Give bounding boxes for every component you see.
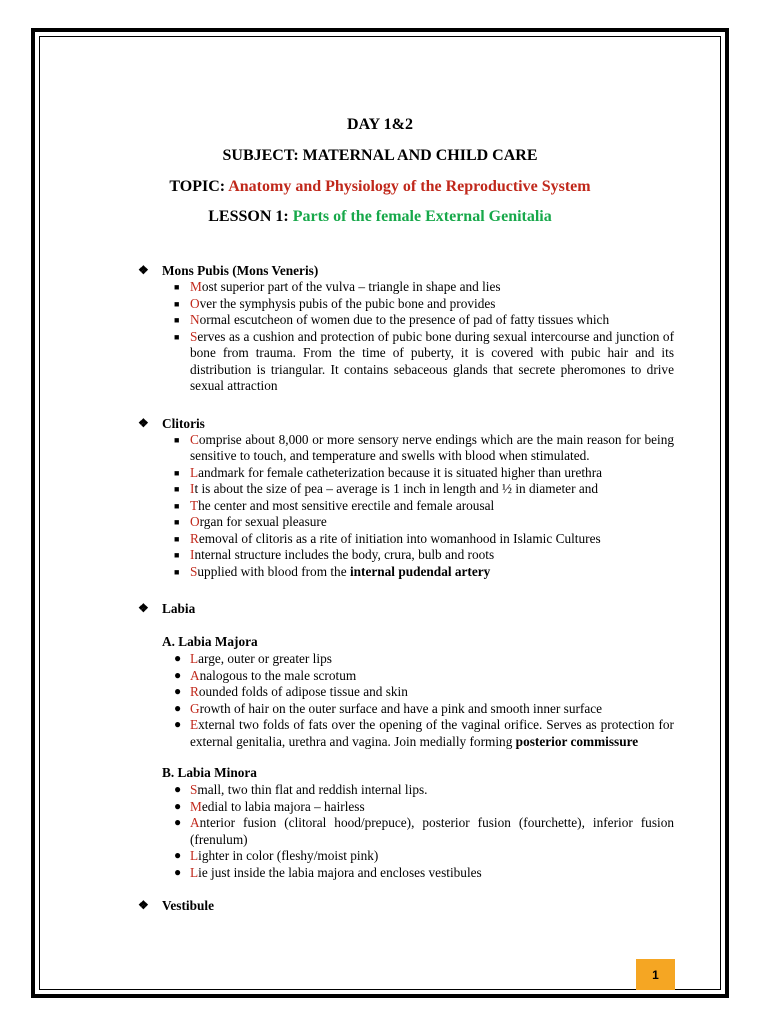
round-bullet-icon: ● xyxy=(174,815,182,829)
item-text: edial to labia majora – hairless xyxy=(201,798,365,814)
list-item xyxy=(174,328,674,395)
square-bullet-icon: ■ xyxy=(174,298,180,309)
item-initial: R xyxy=(190,684,199,699)
item-initial: T xyxy=(190,497,199,513)
square-bullet-icon: ■ xyxy=(174,533,180,544)
square-bullet-icon: ■ xyxy=(174,517,180,527)
round-bullet-icon: ● xyxy=(174,864,182,879)
topic-value: Anatomy and Physiology of the Reproductive System xyxy=(228,178,591,195)
labia-minora-list xyxy=(138,782,674,881)
section-mons-pubis xyxy=(138,262,674,395)
clitoris-list xyxy=(138,432,674,581)
item-text: ighter in color (fleshy/moist pink) xyxy=(198,848,379,863)
section-title xyxy=(138,897,674,914)
item-text: xternal two folds of fats over the opening of the vaginal orifice. Serves as protection for external genitalia, urethra and vagina. Join medially forming xyxy=(190,717,674,749)
topic-label: TOPIC: xyxy=(169,178,229,195)
item-initial: M xyxy=(190,798,202,814)
mons-pubis-list xyxy=(138,279,674,395)
subject-heading: SUBJECT: MATERNAL AND CHILD CARE xyxy=(222,147,538,164)
item-emphasis: internal pudendal artery xyxy=(349,563,491,579)
section-labia xyxy=(138,600,674,881)
section-title xyxy=(138,600,674,617)
document-body xyxy=(138,262,674,934)
item-initial: A xyxy=(190,815,200,830)
item-initial: I xyxy=(190,481,195,496)
diamond-bullet-icon: ❖ xyxy=(138,415,149,430)
item-initial: O xyxy=(190,295,200,311)
item-text: ounded folds of adipose tissue and skin xyxy=(198,684,408,699)
diamond-bullet-icon: ❖ xyxy=(138,898,149,912)
list-item xyxy=(174,782,674,799)
square-bullet-icon: ■ xyxy=(174,282,180,292)
square-bullet-icon: ■ xyxy=(174,467,180,478)
list-item xyxy=(174,312,674,329)
square-bullet-icon: ■ xyxy=(174,500,180,511)
item-text: nternal structure includes the body, crura, bulb and roots xyxy=(194,547,495,562)
item-text: upplied with blood from the xyxy=(197,563,350,579)
page-number-badge: 1 xyxy=(636,959,675,990)
item-text: ost superior part of the vulva – triangle in shape and lies xyxy=(201,279,501,294)
item-initial: L xyxy=(190,651,199,666)
list-item xyxy=(174,279,674,296)
list-item xyxy=(174,717,674,750)
list-item xyxy=(174,464,674,482)
list-item xyxy=(174,497,674,515)
item-initial: M xyxy=(190,279,202,294)
section-clitoris xyxy=(138,415,674,581)
list-item xyxy=(174,547,674,564)
item-initial: G xyxy=(190,700,200,716)
item-text: ver the symphysis pubis of the pubic bone and provides xyxy=(199,295,496,311)
square-bullet-icon: ■ xyxy=(174,566,180,577)
item-text: ormal escutcheon of women due to the presence of pad of fatty tissues which xyxy=(199,312,610,327)
labia-minora-title: B. Labia Minora xyxy=(162,765,257,780)
item-initial: N xyxy=(190,312,200,327)
section-title-text: Labia xyxy=(162,601,196,616)
diamond-bullet-icon: ❖ xyxy=(138,263,149,277)
square-bullet-icon: ■ xyxy=(174,331,180,342)
list-item xyxy=(174,667,674,685)
round-bullet-icon: ● xyxy=(174,667,182,682)
item-initial: I xyxy=(190,547,195,562)
item-text: nalogous to the male scrotum xyxy=(199,667,357,683)
diamond-bullet-icon: ❖ xyxy=(138,601,149,615)
item-initial: O xyxy=(190,514,200,529)
section-title xyxy=(138,262,674,279)
topic-heading xyxy=(40,177,720,197)
item-initial: S xyxy=(190,563,198,579)
round-bullet-icon: ● xyxy=(174,684,182,698)
item-text: andmark for female catheterization because it is situated higher than urethra xyxy=(198,464,603,480)
lesson-heading xyxy=(40,207,720,227)
list-item xyxy=(174,684,674,701)
item-emphasis: posterior commissure xyxy=(515,733,639,749)
list-item xyxy=(174,848,674,865)
item-text: nterior fusion (clitoral hood/prepuce), posterior fusion (fourchette), inferior fusion (frenulum) xyxy=(190,815,674,847)
list-item xyxy=(174,295,674,313)
item-initial: L xyxy=(190,864,199,880)
list-item xyxy=(174,563,674,581)
list-item xyxy=(174,481,674,498)
list-item xyxy=(174,864,674,882)
labia-majora-title: A. Labia Majora xyxy=(162,634,258,649)
item-initial: R xyxy=(190,530,199,546)
item-text: omprise about 8,000 or more sensory nerve endings which are the main reason for being sensitive to touch, and temperature and swells with blood when stimulated. xyxy=(190,431,674,463)
round-bullet-icon: ● xyxy=(174,798,182,813)
item-initial: L xyxy=(190,464,199,480)
item-text: mall, two thin flat and reddish internal lips. xyxy=(197,782,428,797)
square-bullet-icon: ■ xyxy=(174,434,180,445)
item-text: he center and most sensitive erectile and female arousal xyxy=(198,497,495,513)
square-bullet-icon: ■ xyxy=(174,550,180,560)
round-bullet-icon: ● xyxy=(174,700,182,715)
list-item xyxy=(174,530,674,548)
square-bullet-icon: ■ xyxy=(174,484,180,494)
section-title-text: Mons Pubis (Mons Veneris) xyxy=(162,263,319,278)
round-bullet-icon: ● xyxy=(174,717,182,731)
section-title-text: Vestibule xyxy=(162,898,214,913)
list-item xyxy=(174,651,674,668)
lesson-label: LESSON 1: xyxy=(208,208,293,225)
section-title xyxy=(138,415,674,432)
item-initial: C xyxy=(190,431,199,447)
list-item xyxy=(174,815,674,848)
item-text: t is about the size of pea – average is 1 inch in length and ½ in diameter and xyxy=(194,481,599,496)
item-text: ie just inside the labia majora and encloses vestibules xyxy=(198,864,482,880)
item-initial: S xyxy=(190,782,198,797)
round-bullet-icon: ● xyxy=(174,782,182,796)
item-initial: L xyxy=(190,848,199,863)
list-item xyxy=(174,514,674,531)
item-initial: E xyxy=(190,717,199,732)
section-vestibule xyxy=(138,897,674,914)
item-text: erves as a cushion and protection of pubic bone during sexual intercourse and junction of bone from trauma. From the time of puberty, it is covered with pubic hair and its distribution is triangular. It contains sebaceous glands that secrete pheromones to drive sexual attraction xyxy=(190,328,674,393)
list-item xyxy=(174,798,674,816)
item-text: rowth of hair on the outer surface and have a pink and smooth inner surface xyxy=(199,700,603,716)
item-text: arge, outer or greater lips xyxy=(198,651,332,666)
item-initial: A xyxy=(190,667,200,683)
round-bullet-icon: ● xyxy=(174,848,182,862)
item-text: emoval of clitoris as a rite of initiation into womanhood in Islamic Cultures xyxy=(198,530,601,546)
item-text: rgan for sexual pleasure xyxy=(199,514,327,529)
list-item xyxy=(174,431,674,465)
square-bullet-icon: ■ xyxy=(174,315,180,325)
item-initial: S xyxy=(190,328,198,344)
section-title-text: Clitoris xyxy=(162,415,205,431)
labia-majora-list xyxy=(138,651,674,750)
day-heading: DAY 1&2 xyxy=(347,116,413,133)
list-item xyxy=(174,700,674,718)
round-bullet-icon: ● xyxy=(174,651,182,665)
lesson-value: Parts of the female External Genitalia xyxy=(292,208,552,225)
